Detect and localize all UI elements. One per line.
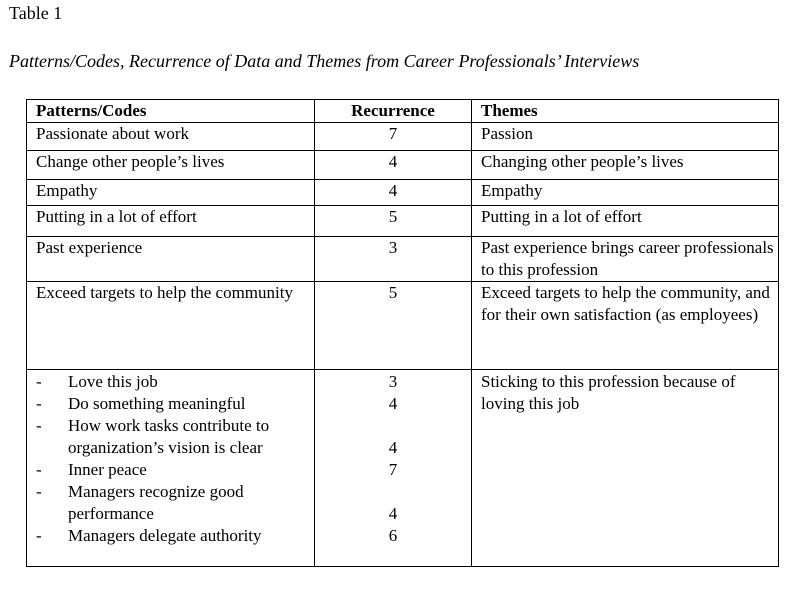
list-item <box>36 525 314 547</box>
list-item-label: Do something meaningful <box>68 394 246 413</box>
theme-cell: Past experience brings career professionals to this profession <box>472 237 779 282</box>
list-item <box>36 459 314 481</box>
list-item-label: Managers delegate authority <box>68 526 262 545</box>
header-patterns: Patterns/Codes <box>27 100 315 123</box>
recurrence-value: 4 <box>388 438 398 457</box>
bullet-marker: - <box>36 526 42 545</box>
recurrence-cell <box>315 370 472 567</box>
pattern-cell: Empathy <box>27 180 315 206</box>
recurrence-value: 7 <box>388 460 398 479</box>
patterns-table <box>26 99 779 567</box>
recurrence-cell: 4 <box>315 151 472 180</box>
list-item-label: How work tasks contribute to organization’s vision is clear <box>68 416 270 457</box>
recurrence-cell: 5 <box>315 282 472 370</box>
pattern-cell: Change other people’s lives <box>27 151 315 180</box>
pattern-cell: Passionate about work <box>27 123 315 151</box>
table-row-multi <box>27 370 779 567</box>
recurrence-cell: 5 <box>315 206 472 237</box>
table-row <box>27 206 779 237</box>
list-item <box>36 393 314 415</box>
header-row <box>27 100 779 123</box>
recurrence-spacer <box>315 415 471 437</box>
bullet-marker: - <box>36 416 42 435</box>
bullet-marker: - <box>36 372 42 391</box>
recurrence-cell: 7 <box>315 123 472 151</box>
header-themes: Themes <box>472 100 779 123</box>
recurrence-value: 4 <box>388 504 398 523</box>
recurrence-cell: 4 <box>315 180 472 206</box>
list-item <box>36 481 314 525</box>
bullet-marker: - <box>36 460 42 479</box>
pattern-cell: Putting in a lot of effort <box>27 206 315 237</box>
theme-cell: Putting in a lot of effort <box>472 206 779 237</box>
theme-cell: Changing other people’s lives <box>472 151 779 180</box>
header-recurrence: Recurrence <box>315 100 472 123</box>
list-item-label: Love this job <box>68 372 158 391</box>
bullet-marker: - <box>36 394 42 413</box>
theme-cell: Sticking to this profession because of loving this job <box>472 370 779 567</box>
pattern-cell <box>27 370 315 567</box>
list-item-label: Managers recognize good performance <box>68 482 244 523</box>
recurrence-cell: 3 <box>315 237 472 282</box>
list-item <box>36 415 314 459</box>
table-caption: Patterns/Codes, Recurrence of Data and Themes from Career Professionals’ Interviews <box>9 51 640 71</box>
recurrence-value: 4 <box>388 394 398 413</box>
table-number: Table 1 <box>9 3 63 23</box>
recurrence-list <box>315 371 471 547</box>
pattern-bullet-list <box>36 371 314 547</box>
table-row <box>27 282 779 370</box>
recurrence-value: 6 <box>388 526 398 545</box>
table-row <box>27 151 779 180</box>
recurrence-spacer <box>315 481 471 503</box>
pattern-cell: Past experience <box>27 237 315 282</box>
recurrence-value: 3 <box>388 372 398 391</box>
bullet-marker: - <box>36 482 42 501</box>
list-item-label: Inner peace <box>68 460 147 479</box>
table-row <box>27 123 779 151</box>
table-row <box>27 237 779 282</box>
list-item <box>36 371 314 393</box>
pattern-cell: Exceed targets to help the community <box>27 282 315 370</box>
theme-cell: Passion <box>472 123 779 151</box>
table-row <box>27 180 779 206</box>
theme-cell: Exceed targets to help the community, and for their own satisfaction (as employees) <box>472 282 779 370</box>
theme-cell: Empathy <box>472 180 779 206</box>
